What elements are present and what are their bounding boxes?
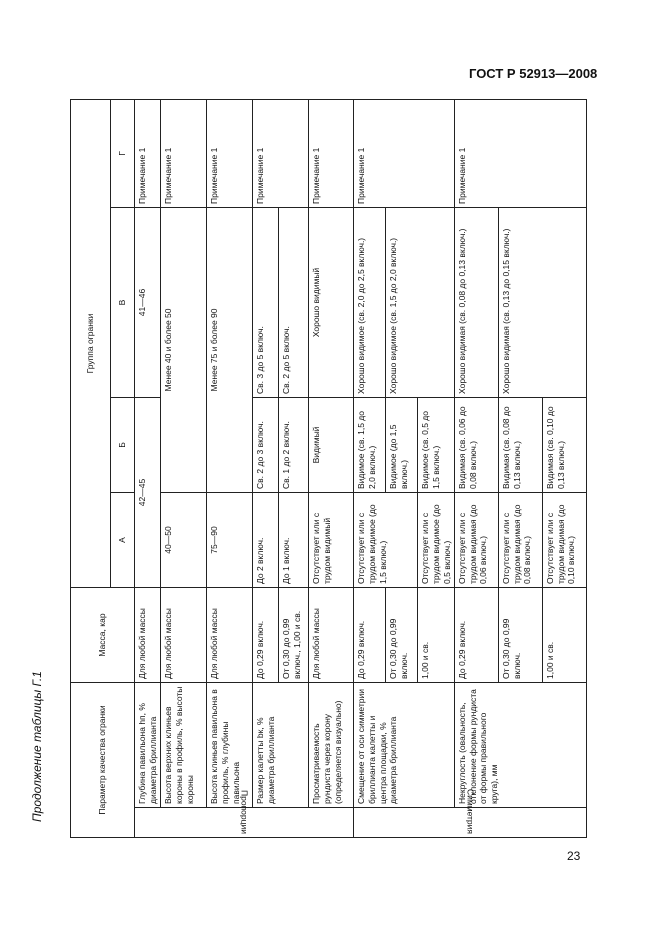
header-group: Группа огранки xyxy=(71,99,111,587)
table-cell: Примечание 1 xyxy=(354,99,455,207)
table-row-param: Смещение от оси симметрии бриллианта калетты и центра площадки, % диаметра бриллианта xyxy=(354,682,455,807)
table-cell: Хорошо видимое (св. 2,0 до 2,5 включ.) xyxy=(354,207,386,397)
table-cell: Отсутствует или с трудом видимое (до 1,5 включ.) xyxy=(354,492,418,587)
table-cell: Для любой массы xyxy=(135,587,161,682)
table-cell: Отсутствует или с трудом видимый xyxy=(309,492,354,587)
table-cell: От 0,30 до 0,99 включ., 1,00 и св. xyxy=(279,587,309,682)
table-cell: Видимый xyxy=(309,397,354,492)
table-cell: Примечание 1 xyxy=(161,99,207,207)
table-cell: Отсутствует или с трудом видимая (до 0,08 включ.) xyxy=(499,492,543,587)
table-cell: Примечание 1 xyxy=(135,99,161,207)
header-mass: Масса, кар xyxy=(71,587,135,682)
table-cell: Для любой массы xyxy=(161,587,207,682)
table-cell: Св. 3 до 5 включ. xyxy=(253,207,279,397)
table-cell: Видимая (св. 0,08 до 0,13 включ.) xyxy=(499,397,543,492)
table-cell: До 2 включ. xyxy=(253,492,279,587)
table-cell: Примечание 1 xyxy=(253,99,309,207)
table-cell: Видимое (св. 0,5 до 1,5 включ.) xyxy=(418,397,455,492)
table-cell: Отсутствует или с трудом видимое (до 0,5 включ.) xyxy=(418,492,455,587)
table-cell: 1,00 и св. xyxy=(418,587,455,682)
table-cell: Видимая (св. 0,10 до 0,13 включ.) xyxy=(543,397,587,492)
header-group-v: В xyxy=(111,207,135,397)
table-cell: Видимая (св. 0,06 до 0,08 включ.) xyxy=(455,397,499,492)
table-cell: Св. 1 до 2 включ. xyxy=(279,397,309,492)
table-cell: От 0,30 до 0,99 включ. xyxy=(499,587,543,682)
table-cell: 1,00 и св. xyxy=(543,587,587,682)
table-row-param: Глубина павильона hп, % диаметра бриллианта xyxy=(135,682,161,807)
table-continuation-caption: Продолжение таблицы Г.1 xyxy=(30,671,44,822)
section-symmetry: Симметрия xyxy=(354,808,587,838)
table-cell: 40—50 xyxy=(161,492,207,587)
table-cell: До 1 включ. xyxy=(279,492,309,587)
table-cell: Св. 2 до 3 включ. xyxy=(253,397,279,492)
table-cell: Примечание 1 xyxy=(309,99,354,207)
rotated-table-wrapper xyxy=(70,100,583,838)
header-group-a: А xyxy=(111,492,135,587)
table-cell: Примечание 1 xyxy=(455,99,587,207)
page-number: 23 xyxy=(567,849,581,863)
header-group-g: Г xyxy=(111,99,135,207)
table-cell: До 0,29 включ. xyxy=(455,587,499,682)
table-cell: Примечание 1 xyxy=(207,99,253,207)
table-cell: 75—90 xyxy=(207,492,253,587)
table-cell: Хорошо видимое (св. 1,5 до 2,0 включ.) xyxy=(386,207,455,397)
table-cell: 41—46 xyxy=(135,207,161,397)
table-row-param: Высота клиньев павильона в профиль, % глубины павильона xyxy=(207,682,253,807)
header-param: Параметр качества огранки xyxy=(71,682,135,837)
table-cell: До 0,29 включ. xyxy=(253,587,279,682)
table-cell: Менее 40 и более 50 xyxy=(161,207,207,492)
document-id: ГОСТ Р 52913—2008 xyxy=(469,66,598,81)
table-cell: Св. 2 до 5 включ. xyxy=(279,207,309,397)
table-row-param: Размер калетты bк, % диаметра бриллианта xyxy=(253,682,309,807)
table-row-param: Высота верхних клиньев короны в профиль, % высоты короны xyxy=(161,682,207,807)
table-cell: Хорошо видимый xyxy=(309,207,354,397)
table-cell: 42—45 xyxy=(135,397,161,587)
table-cell: Отсутствует или с трудом видимая (до 0,10 включ.) xyxy=(543,492,587,587)
table-cell: До 0,29 включ. xyxy=(354,587,386,682)
quality-table xyxy=(70,99,587,838)
table-cell: Видимое (св. 1,5 до 2,0 включ.) xyxy=(354,397,386,492)
table-cell: Хорошо видимая (св. 0,13 до 0,15 включ.) xyxy=(499,207,587,397)
header-group-b: Б xyxy=(111,397,135,492)
table-cell: Видимое (до 1,5 включ.) xyxy=(386,397,418,492)
table-cell: Отсутствует или с трудом видимая (до 0,06 включ.) xyxy=(455,492,499,587)
table-cell: Хорошо видимая (св. 0,08 до 0,13 включ.) xyxy=(455,207,499,397)
section-proportions: Пропорции xyxy=(135,808,354,838)
table-cell: Для любой массы xyxy=(309,587,354,682)
table-cell: От 0,30 до 0,99 включ. xyxy=(386,587,418,682)
table-row-param: Просматриваемость рундиста через корону (определяется визуально) xyxy=(309,682,354,807)
table-cell: Менее 75 и более 90 xyxy=(207,207,253,492)
table-cell: Для любой массы xyxy=(207,587,253,682)
table-row-param: Некруглость (овальность, отклонение формы рундиста от формы правильного круга), мм xyxy=(455,682,587,807)
